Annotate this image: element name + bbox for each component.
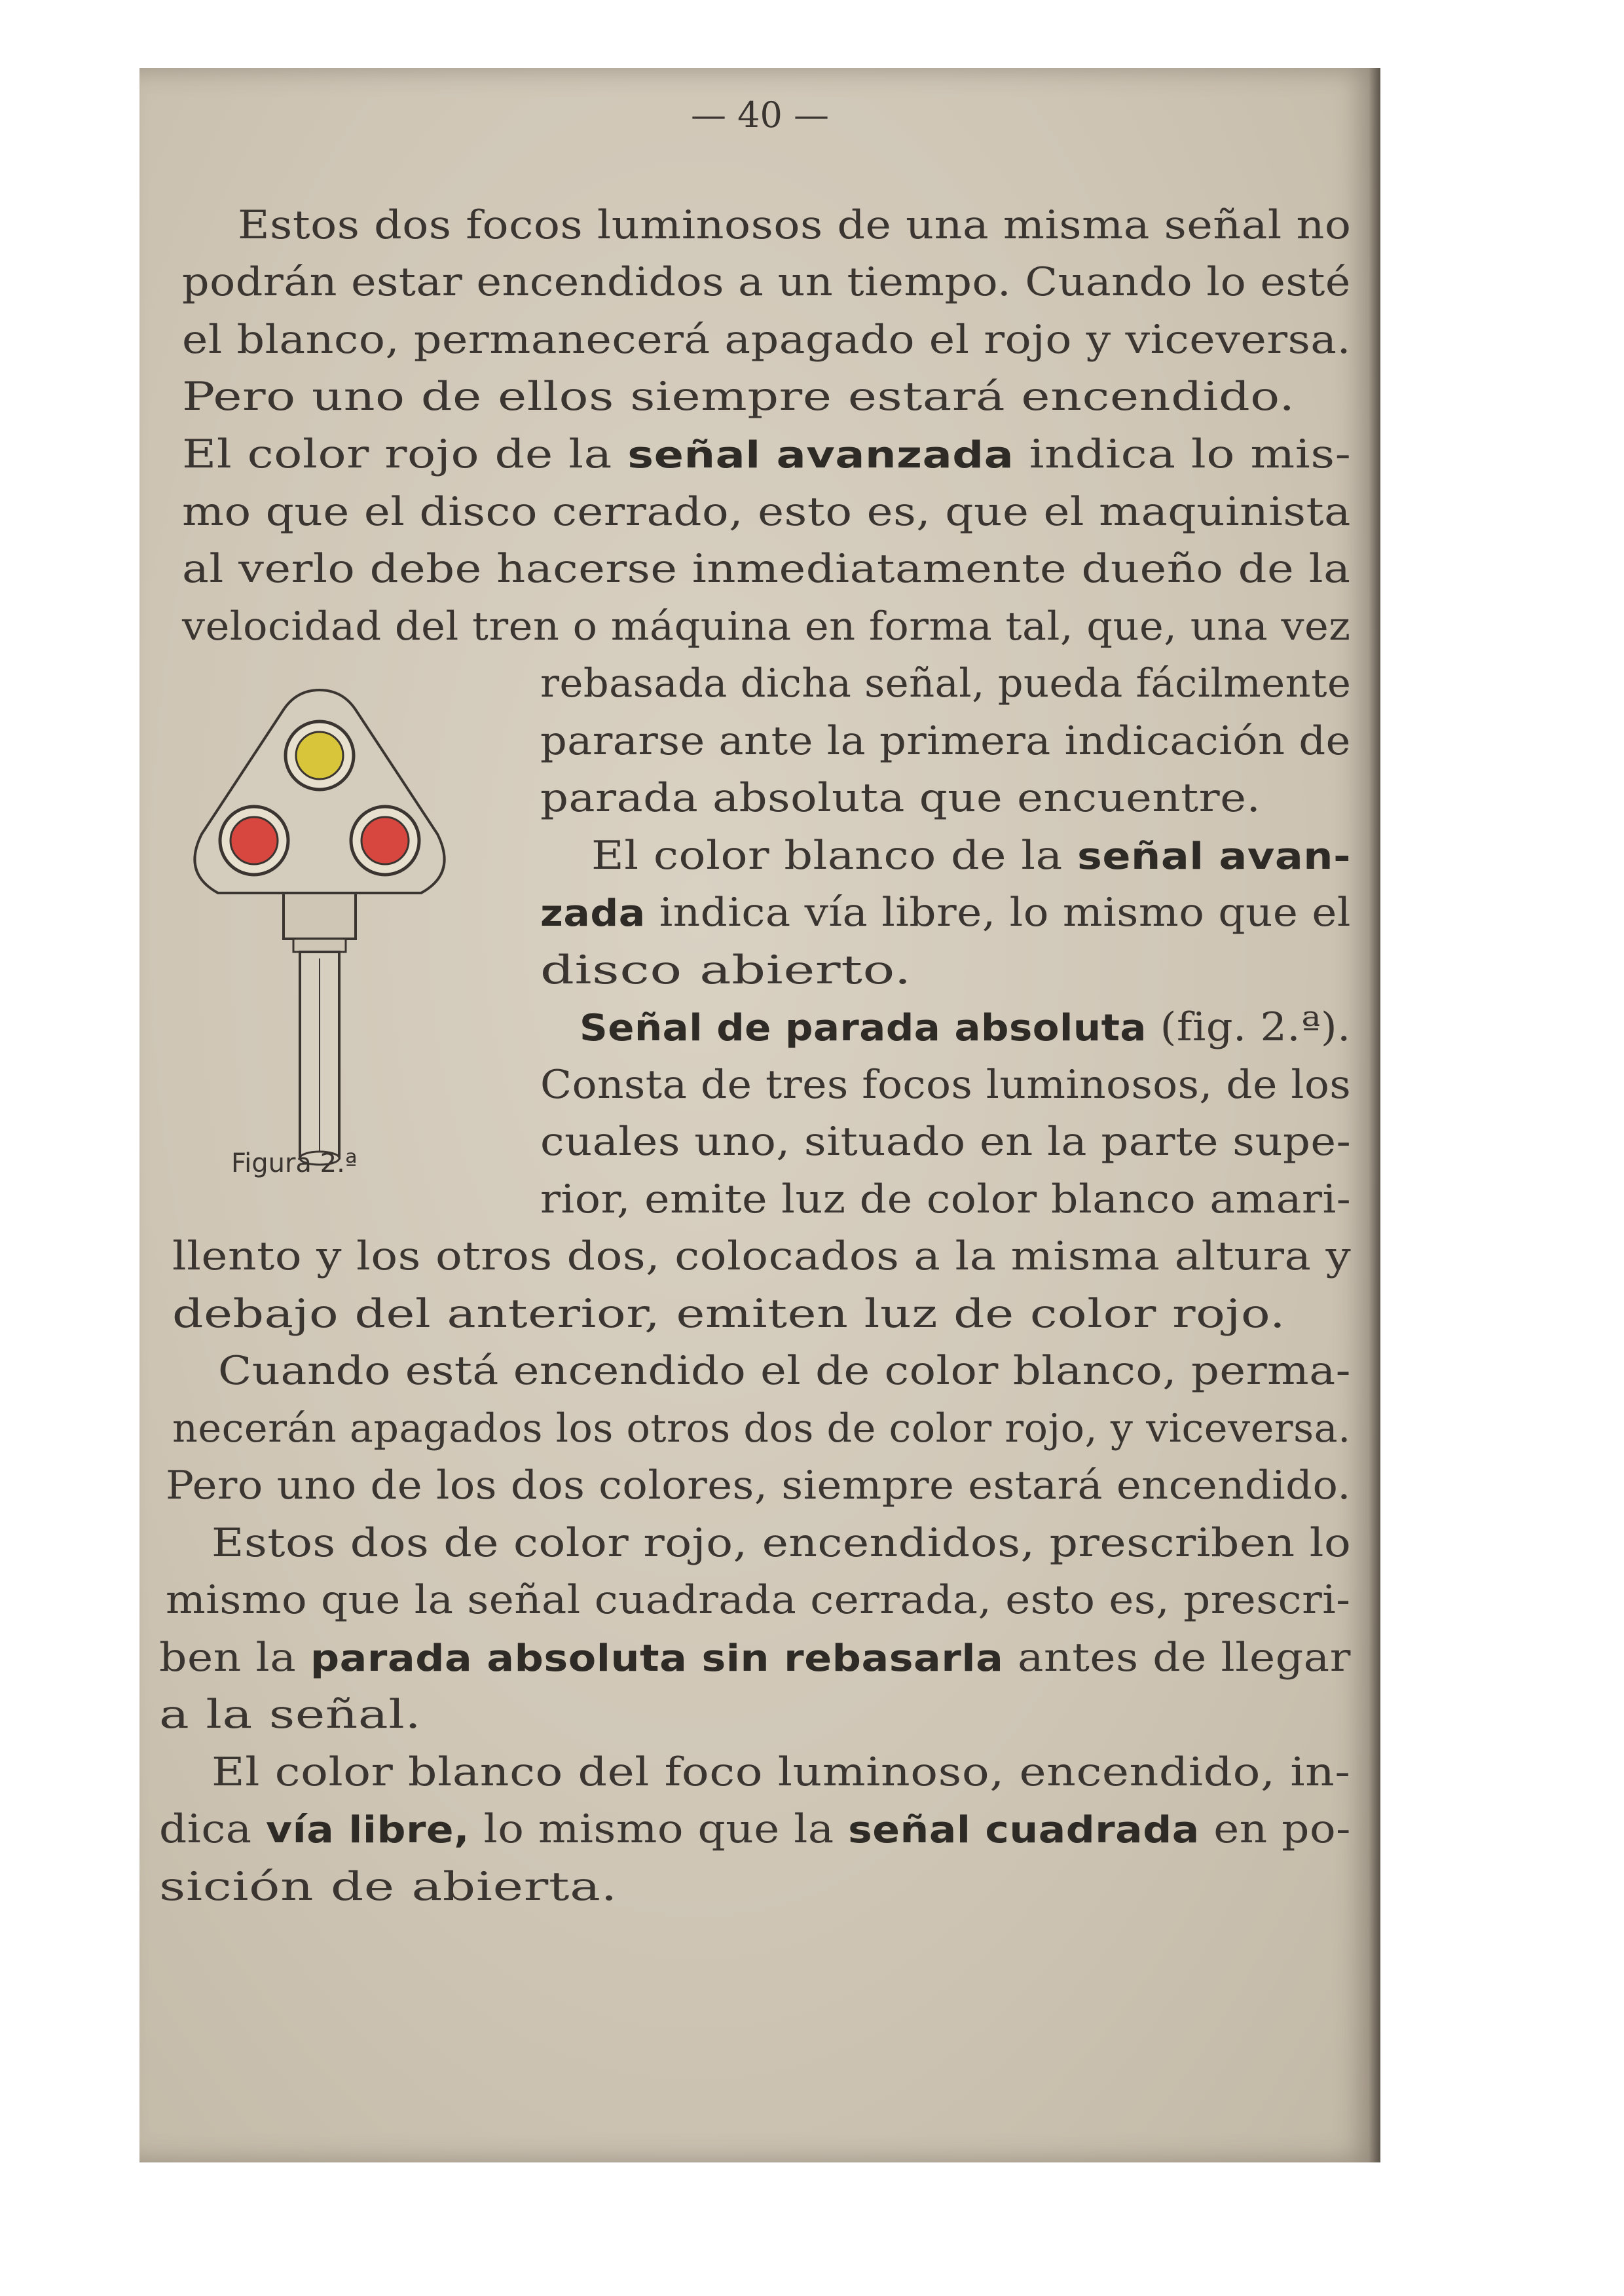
- bold-term: señal avan-: [1077, 835, 1352, 878]
- text-run: Estos dos focos luminosos de una misma señal no: [238, 202, 1352, 248]
- text-run: lo mismo que la: [470, 1806, 849, 1852]
- bold-term: señal avanzada: [627, 434, 1014, 477]
- text-run: en po-: [1199, 1806, 1351, 1852]
- text-run: Estos dos de color rojo, encendidos, prescriben lo: [212, 1520, 1352, 1566]
- text-line: [159, 1864, 618, 1910]
- lamp-left: [220, 807, 288, 875]
- lamp-top: [286, 721, 354, 790]
- text-line: [212, 1749, 1350, 1795]
- text-run: antes de llegar: [1003, 1635, 1351, 1681]
- text-run: disco abierto.: [540, 947, 912, 993]
- text-run: Consta de tres focos luminosos, de los: [540, 1062, 1352, 1108]
- text-line: [540, 1062, 1351, 1108]
- text-run: dica: [159, 1806, 267, 1852]
- figure-caption: Figura 2.ª: [231, 1148, 358, 1178]
- text-line: [172, 1406, 1351, 1451]
- text-run: llento y los otros dos, colocados a la misma altura y: [172, 1233, 1352, 1279]
- text-run: rior, emite luz de color blanco amari-: [540, 1176, 1352, 1222]
- text-run: indica lo mis-: [1014, 431, 1352, 477]
- text-line: [172, 1291, 1285, 1337]
- page-number: — 40 —: [690, 94, 830, 136]
- text-line: [238, 202, 1351, 248]
- text-run: al verlo debe hacerse inmediatamente dueño de la: [182, 546, 1351, 592]
- text-run: necerán apagados los otros dos de color rojo, y viceversa.: [172, 1406, 1351, 1451]
- text-line: [218, 1348, 1351, 1394]
- text-run: podrán estar encendidos a un tiempo. Cuando lo esté: [182, 259, 1351, 305]
- text-run: el blanco, permanecerá apagado el rojo y viceversa.: [182, 317, 1352, 363]
- text-run: El color rojo de la: [182, 431, 628, 477]
- bold-term: señal cuadrada: [848, 1809, 1200, 1851]
- text-line: [540, 890, 1351, 936]
- text-line: [182, 489, 1351, 535]
- text-run: indica vía libre, lo mismo que el: [645, 890, 1351, 936]
- text-line: [182, 259, 1351, 305]
- text-line: [540, 661, 1351, 706]
- text-run: Pero uno de ellos siempre estará encendido.: [182, 374, 1295, 420]
- lamp-right: [351, 807, 419, 875]
- text-run: Cuando está encendido el de color blanco, perma-: [218, 1348, 1351, 1394]
- text-line: [182, 604, 1350, 649]
- text-line: [166, 1463, 1351, 1508]
- text-line: [159, 1692, 421, 1738]
- text-line: [172, 1233, 1351, 1279]
- page-edge-shadow: [1369, 68, 1380, 2162]
- text-run: sición de abierta.: [159, 1864, 618, 1910]
- text-run: debajo del anterior, emiten luz de color rojo.: [172, 1291, 1286, 1337]
- text-line: [540, 718, 1351, 764]
- text-run: cuales uno, situado en la parte supe-: [540, 1119, 1352, 1165]
- text-run: mismo que la señal cuadrada cerrada, esto es, prescri-: [166, 1577, 1351, 1623]
- text-line: [540, 1176, 1351, 1222]
- text-line: [591, 833, 1351, 879]
- text-line: [182, 431, 1351, 477]
- bold-term: zada: [540, 892, 646, 935]
- text-line: [182, 374, 1295, 420]
- book-page: [139, 68, 1380, 2162]
- text-line: [159, 1635, 1351, 1681]
- bold-term: vía libre,: [266, 1809, 470, 1851]
- text-line: [159, 1806, 1351, 1852]
- text-run: El color blanco del foco luminoso, encendido, in-: [212, 1749, 1351, 1795]
- text-line: [182, 546, 1351, 592]
- text-run: ben la: [159, 1635, 310, 1681]
- text-line: [580, 1004, 1351, 1050]
- signal-figure: [179, 677, 460, 1214]
- text-run: velocidad del tren o máquina en forma tal, que, una vez: [182, 604, 1351, 649]
- text-line: [540, 1119, 1351, 1165]
- text-line: [212, 1520, 1351, 1566]
- text-line: [182, 317, 1351, 363]
- text-line: [540, 775, 1261, 821]
- text-run: pararse ante la primera indicación de: [540, 718, 1351, 764]
- signal-collar: [284, 893, 356, 939]
- text-run: rebasada dicha señal, pueda fácilmente: [540, 661, 1352, 706]
- bold-term: Señal de parada absoluta: [580, 1007, 1147, 1049]
- bold-term: parada absoluta sin rebasarla: [310, 1637, 1004, 1680]
- text-run: a la señal.: [159, 1692, 422, 1738]
- text-run: mo que el disco cerrado, esto es, que el maquinista: [182, 489, 1351, 535]
- text-line: [540, 947, 912, 993]
- text-run: parada absoluta que encuentre.: [540, 775, 1261, 821]
- text-line: [166, 1577, 1350, 1623]
- text-run: El color blanco de la: [591, 833, 1077, 879]
- text-run: (fig. 2.ª).: [1146, 1004, 1351, 1050]
- text-run: Pero uno de los dos colores, siempre estará encendido.: [166, 1463, 1352, 1508]
